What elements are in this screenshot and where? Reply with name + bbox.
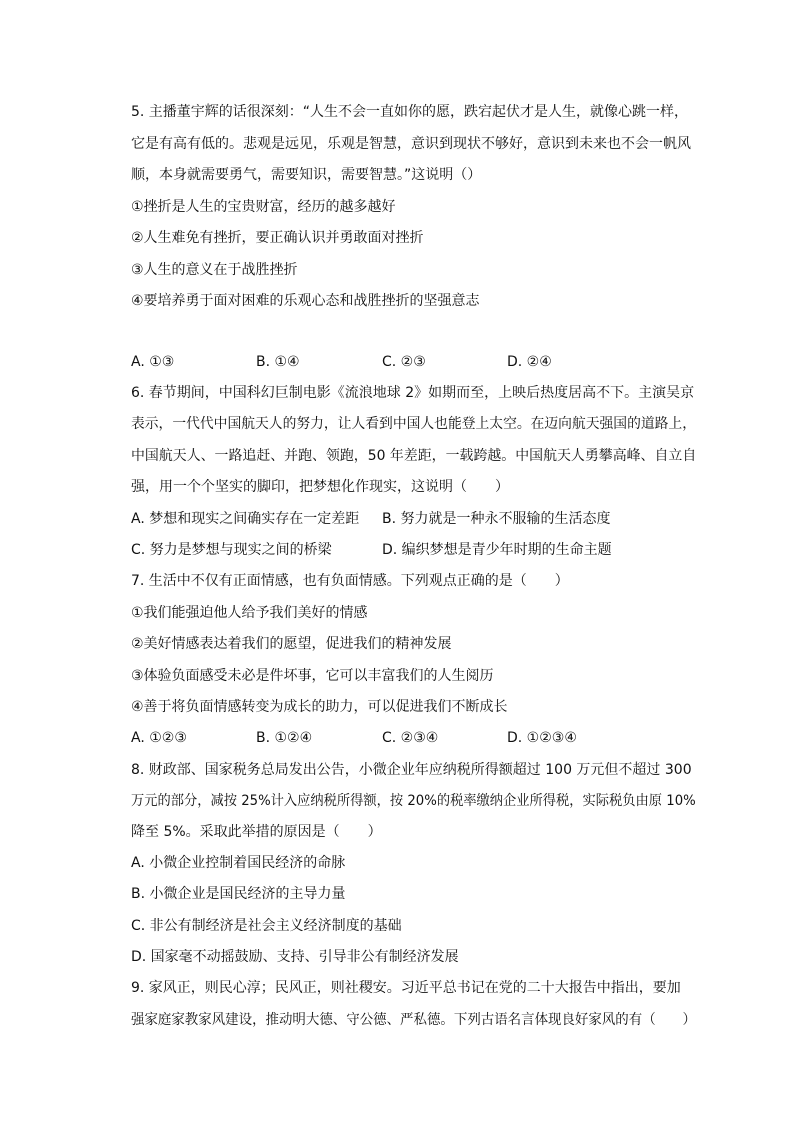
question-5-option-a: A. ①③ [131, 354, 175, 370]
question-5-item-3: ③人生的意义在于战胜挫折 [131, 262, 298, 278]
question-8-option-c: C. 非公有制经济是社会主义经济制度的基础 [131, 918, 402, 934]
question-7-option-c: C. ②③④ [382, 730, 439, 746]
question-7-item-1: ①我们能强迫他人给予我们美好的情感 [131, 605, 368, 621]
question-8-option-b: B. 小微企业是国民经济的主导力量 [131, 886, 346, 902]
question-9-stem-line-1: 9. 家风正，则民心淳；民风正，则社稷安。习近平总书记在党的二十大报告中指出，要加 [131, 980, 681, 996]
question-8-stem-line-1: 8. 财政部、国家税务总局发出公告，小微企业年应纳税所得额超过 100 万元但不超过 300 [131, 762, 692, 778]
question-7-item-3: ③体验负面感受未必是件坏事，它可以丰富我们的人生阅历 [131, 668, 494, 684]
question-7-stem-line-1: 7. 生活中不仅有正面情感，也有负面情感。下列观点正确的是（ ） [131, 573, 569, 589]
question-5-option-c: C. ②③ [382, 354, 426, 370]
question-6-option-b: B. 努力就是一种永不服输的生活态度 [382, 511, 611, 527]
question-6-stem-line-4: 强，用一个个坚实的脚印，把梦想化作现实，这说明（ ） [131, 479, 509, 495]
question-8-stem-line-3: 降至 5%。采取此举措的原因是（ ） [131, 824, 382, 840]
question-5-item-4: ④要培养勇于面对困难的乐观心态和战胜挫折的坚强意志 [131, 293, 480, 309]
question-6-stem-line-1: 6. 春节期间，中国科幻巨制电影《流浪地球 2》如期而至，上映后热度居高不下。主演吴京 [131, 385, 695, 401]
question-5-item-1: ①挫折是人生的宝贵财富，经历的越多越好 [131, 199, 396, 215]
question-7-item-4: ④善于将负面情感转变为成长的助力，可以促进我们不断成长 [131, 699, 508, 715]
question-5-stem-line-2: 它是有高有低的。悲观是远见，乐观是智慧，意识到现状不够好，意识到未来也不会一帆风 [131, 136, 691, 152]
question-6-option-d: D. 编织梦想是青少年时期的生命主题 [382, 542, 612, 558]
question-8-option-d: D. 国家毫不动摇鼓励、支持、引导非公有制经济发展 [131, 949, 459, 965]
question-5-stem-line-3: 顺，本身就需要勇气，需要知识，需要智慧。”这说明（） [131, 167, 482, 183]
question-5-item-2: ②人生难免有挫折，要正确认识并勇敢面对挫折 [131, 230, 424, 246]
question-8-option-a: A. 小微企业控制着国民经济的命脉 [131, 855, 346, 871]
question-7-option-d: D. ①②③④ [507, 730, 577, 746]
question-7-option-b: B. ①②④ [256, 730, 313, 746]
question-7-option-a: A. ①②③ [131, 730, 187, 746]
question-9-stem-line-2: 强家庭家教家风建设，推动明大德、守公德、严私德。下列古语名言体现良好家风的有（ ） [131, 1012, 697, 1028]
question-7-item-2: ②美好情感表达着我们的愿望，促进我们的精神发展 [131, 636, 452, 652]
question-6-option-a: A. 梦想和现实之间确实存在一定差距 [131, 511, 360, 527]
question-5-option-d: D. ②④ [507, 354, 552, 370]
question-6-option-c: C. 努力是梦想与现实之间的桥梁 [131, 542, 332, 558]
question-6-stem-line-2: 表示，一代代中国航天人的努力，让人看到中国人也能登上太空。在迈向航天强国的道路上， [131, 416, 696, 432]
question-6-stem-line-3: 中国航天人、一路追赶、并跑、领跑，50 年差距，一载跨越。中国航天人勇攀高峰、自立自 [131, 448, 697, 464]
question-5-option-b: B. ①④ [256, 354, 300, 370]
question-5-stem-line-1: 5. 主播董宇辉的话很深刻：“人生不会一直如你的愿，跌宕起伏才是人生，就像心跳一样， [131, 104, 689, 120]
question-8-stem-line-2: 万元的部分，减按 25%计入应纳税所得额，按 20%的税率缴纳企业所得税，实际税负由原 10% [131, 793, 696, 809]
